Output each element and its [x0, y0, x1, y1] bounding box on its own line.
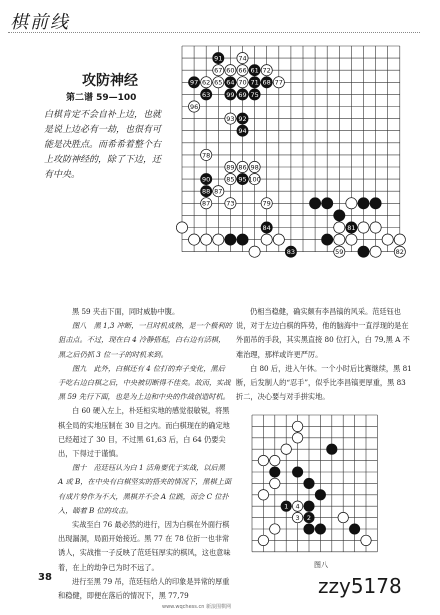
- move-number: 65: [214, 78, 223, 87]
- white-stone: [258, 535, 268, 545]
- watermark: zzy5178: [318, 574, 402, 598]
- black-stone: [292, 467, 302, 477]
- paragraph: 图八 黑 1,3 冲断，一旦时机成熟，是一个极利的狙击点。不过，现在白 4 冷静搭起，白右边有活棋，黑之后仍抓 3 位一子的时机来到。: [58, 321, 232, 359]
- move-number: 62: [202, 78, 211, 87]
- paragraph: 仍相当稳健，确实颇有李昌镐的风采。范廷钰也说，对于左边白棋的阵势，他的脑海中一直浮现的是在外面吊的手段，其实黑直接 80 位打入，白 79,黑 A 不难治理，那样或许更严厉。: [236, 307, 410, 359]
- move-number: 2: [306, 514, 312, 522]
- move-number: 83: [286, 248, 296, 257]
- paragraph: 图十 范廷钰认为白 1 活角要优于实战，以后黑 A 或 B，在中央有白棋坚实的搭夹的情况下，黑棋上面有成片势作为不大，黑棋并不会 A 位跳，而会 C 位扑入，瞄着 B 位的攻击。: [58, 463, 232, 515]
- black-stone: [358, 246, 369, 257]
- white-stone: [258, 490, 268, 500]
- move-number: 94: [238, 127, 247, 136]
- move-number: 71: [250, 78, 259, 87]
- white-stone: [213, 234, 224, 245]
- black-stone: [304, 478, 314, 488]
- move-number: 93: [226, 115, 235, 123]
- white-stone: [273, 234, 284, 245]
- white-stone: [189, 234, 200, 245]
- move-number: 82: [395, 248, 404, 257]
- white-stone: [281, 444, 291, 454]
- move-number: 92: [238, 115, 247, 123]
- move-number: 95: [238, 175, 247, 184]
- move-number: 90: [202, 175, 211, 184]
- move-number: 61: [250, 66, 259, 75]
- move-number: 81: [347, 223, 356, 232]
- text-column-left: [58, 305, 232, 603]
- white-stone: [201, 234, 212, 245]
- paragraph: 白 60 硬入左上，朴廷桓实地的感觉很敏锐，将黑棋全局的实地压制在 30 目之内。而白棋现在的确定地已经超过了 30 目，不过黑 61,63 后，白 64 仍要尖出，下得过于谨慎。: [58, 406, 230, 459]
- move-number: 66: [238, 66, 247, 75]
- move-number: 89: [226, 163, 235, 172]
- black-stone: [322, 198, 333, 209]
- move-number: 99: [226, 90, 235, 99]
- move-number: 63: [202, 90, 211, 99]
- white-stone: [258, 455, 268, 465]
- white-stone: [358, 222, 369, 233]
- black-stone: [349, 524, 359, 534]
- move-number: 77: [274, 78, 283, 87]
- move-number: 96: [189, 102, 199, 111]
- black-stone: [315, 524, 325, 534]
- section-title: 攻防神经: [82, 73, 138, 89]
- move-number: 91: [214, 54, 223, 63]
- section-subtitle: 第二谱 59—100: [66, 93, 137, 103]
- move-number: 87: [214, 187, 223, 196]
- white-stone: [292, 421, 302, 431]
- white-stone: [270, 455, 280, 465]
- move-number: 78: [202, 151, 211, 160]
- move-number: 74: [238, 54, 247, 63]
- footer-url: www.wqchess.cn 新浪围棋网: [162, 604, 231, 610]
- move-number: 87: [202, 199, 211, 208]
- figure-8-go-board: [244, 409, 394, 557]
- move-number: 59: [335, 248, 344, 257]
- main-go-board: [170, 38, 410, 270]
- black-stone: [315, 490, 325, 500]
- move-number: 4: [295, 502, 300, 511]
- black-stone: [237, 234, 248, 245]
- white-stone: [270, 478, 280, 488]
- side-commentary: 白棋肯定不会自补上边，也就是说上边必有一劫，也很有可能是决胜点。而希希着整个右上攻防神经的，除了下边，还有中央。: [44, 110, 162, 180]
- white-stone: [334, 234, 345, 245]
- move-number: 3: [295, 514, 300, 522]
- move-number: 60: [226, 66, 235, 75]
- move-number: 88: [202, 187, 211, 196]
- move-number: 86: [238, 163, 247, 172]
- black-stone: [334, 210, 345, 221]
- header-divider: [8, 32, 420, 33]
- figure-label: 图八: [314, 561, 328, 569]
- white-stone: [346, 234, 357, 245]
- black-stone: [304, 524, 314, 534]
- book-header: 棋前线: [10, 12, 70, 33]
- white-stone: [370, 246, 381, 257]
- white-stone: [334, 222, 345, 233]
- paragraph: 实战至白 76 最必然的进行，因为白棋在外面行棋出现漏洞，局面开始接近。黑 77 在 78 位折一也非常诱人，实战推一子反映了范廷钰厚实的棋风，这也意味着，在上的劫争已为时不远了。: [58, 520, 231, 572]
- white-stone: [370, 222, 381, 233]
- paragraph: 进行至黑 79 吊，范廷钰给人的印象是异常的厚重和稳健，即便在落后的情况下，黑 77,79: [58, 576, 230, 601]
- white-stone: [249, 246, 260, 257]
- black-stone: [327, 444, 337, 454]
- black-stone: [225, 234, 236, 245]
- paragraph: 图九 此外，白棋还有 4 位打的弃子变化，黑后手吃右边白棋之后，中央被切断得不佳矣。故而，实战黑 59 先行下面，也是为上边和中央的作战创造时机。: [58, 363, 231, 402]
- paragraph: 白 80 后，进入午休。一个小时后比赛继续，黑 81 断，后发制人的“忍手”，似乎比李昌镐更厚重，黑 83 折二，决心要与对手拼实地。: [236, 363, 412, 402]
- white-stone: [338, 512, 348, 522]
- move-number: 79: [262, 199, 271, 208]
- white-stone: [292, 433, 302, 443]
- move-number: 72: [262, 66, 271, 75]
- white-stone: [261, 234, 272, 245]
- white-stone: [382, 234, 393, 245]
- white-stone: [176, 222, 187, 233]
- move-number: 85: [226, 175, 235, 184]
- white-stone: [361, 535, 371, 545]
- white-stone: [394, 234, 405, 245]
- move-number: 64: [226, 78, 235, 87]
- move-number: 97: [189, 78, 199, 87]
- paragraph: 黑 59 夹击下面，同时威胁中腹。: [72, 307, 180, 316]
- move-number: 98: [250, 163, 259, 172]
- move-number: 73: [226, 199, 235, 208]
- move-number: 100: [248, 175, 261, 184]
- move-number: 69: [238, 90, 247, 99]
- text-column-right: [236, 305, 412, 404]
- move-number: 1: [284, 502, 289, 511]
- move-number: 84: [262, 223, 271, 232]
- black-stone: [370, 198, 381, 209]
- white-stone: [346, 198, 357, 209]
- black-stone: [270, 467, 280, 477]
- black-stone: [310, 198, 321, 209]
- move-number: 67: [214, 66, 223, 75]
- page-number: 38: [38, 572, 52, 583]
- move-number: 75: [250, 90, 259, 99]
- move-number: 70: [238, 78, 247, 87]
- black-stone: [358, 198, 369, 209]
- black-stone: [304, 501, 314, 511]
- move-number: 68: [262, 78, 271, 87]
- black-stone: [322, 234, 333, 245]
- white-stone: [270, 524, 280, 534]
